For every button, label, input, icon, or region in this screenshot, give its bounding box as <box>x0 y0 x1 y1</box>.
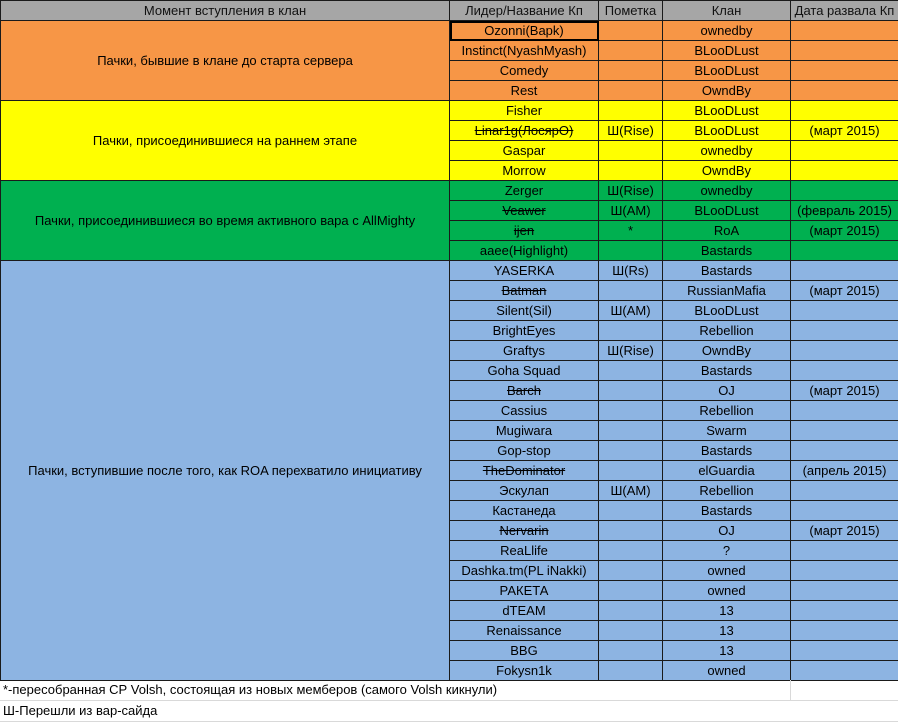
date-cell[interactable]: (март 2015) <box>791 521 898 541</box>
date-cell[interactable] <box>791 361 898 381</box>
date-cell[interactable]: (март 2015) <box>791 221 898 241</box>
mark-cell[interactable]: Ш(AM) <box>599 201 663 221</box>
clan-cell[interactable]: OJ <box>663 521 791 541</box>
clan-cell[interactable]: OwndBy <box>663 341 791 361</box>
clan-cell[interactable]: 13 <box>663 601 791 621</box>
mark-cell[interactable] <box>599 361 663 381</box>
leader-cell[interactable]: Renaissance <box>450 621 599 641</box>
mark-cell[interactable] <box>599 241 663 261</box>
leader-cell[interactable]: Graftys <box>450 341 599 361</box>
mark-cell[interactable] <box>599 601 663 621</box>
date-cell[interactable]: (март 2015) <box>791 381 898 401</box>
date-cell[interactable] <box>791 601 898 621</box>
mark-cell[interactable] <box>599 661 663 681</box>
date-cell[interactable] <box>791 401 898 421</box>
leader-cell[interactable]: Linar1g(ЛосярО) <box>450 121 599 141</box>
mark-cell[interactable]: * <box>599 221 663 241</box>
clan-cell[interactable]: BLooDLust <box>663 121 791 141</box>
table-row <box>1 101 898 121</box>
clan-cell[interactable]: Bastards <box>663 501 791 521</box>
leader-cell[interactable]: Goha Squad <box>450 361 599 381</box>
mark-cell[interactable] <box>599 441 663 461</box>
header-row <box>1 1 898 21</box>
date-cell[interactable] <box>791 41 898 61</box>
mark-cell[interactable] <box>599 321 663 341</box>
leader-cell[interactable]: Ozonni(Вapk) <box>450 21 599 41</box>
group-label-cell[interactable]: Пачки, бывшие в клане до старта сервера <box>1 21 450 101</box>
date-cell[interactable]: (март 2015) <box>791 121 898 141</box>
date-cell[interactable] <box>791 181 898 201</box>
clan-cell[interactable]: Swarm <box>663 421 791 441</box>
group-label-cell[interactable]: Пачки, присоединившиеся на раннем этапе <box>1 101 450 181</box>
clan-cell[interactable]: ownedby <box>663 141 791 161</box>
mark-cell[interactable] <box>599 41 663 61</box>
mark-cell[interactable] <box>599 101 663 121</box>
leader-cell[interactable]: Comedy <box>450 61 599 81</box>
date-cell[interactable] <box>791 561 898 581</box>
leader-cell[interactable]: Nervarin <box>450 521 599 541</box>
date-cell[interactable] <box>791 641 898 661</box>
leader-cell[interactable]: Barch <box>450 381 599 401</box>
footnote-asterisk[interactable] <box>0 680 898 701</box>
mark-cell[interactable]: Ш(Rise) <box>599 181 663 201</box>
clan-cell[interactable]: 13 <box>663 621 791 641</box>
mark-cell[interactable] <box>599 421 663 441</box>
date-cell[interactable] <box>791 621 898 641</box>
leader-cell[interactable]: Silent(Sil) <box>450 301 599 321</box>
date-cell[interactable] <box>791 61 898 81</box>
date-cell[interactable] <box>791 341 898 361</box>
date-cell[interactable] <box>791 141 898 161</box>
clan-cell[interactable]: Rebellion <box>663 481 791 501</box>
clan-cell[interactable]: BLooDLust <box>663 41 791 61</box>
mark-cell[interactable]: Ш(Rise) <box>599 121 663 141</box>
clan-cell[interactable]: Bastards <box>663 361 791 381</box>
leader-cell[interactable]: BrightEyes <box>450 321 599 341</box>
mark-cell[interactable] <box>599 581 663 601</box>
clan-cell[interactable]: RoA <box>663 221 791 241</box>
clan-cell[interactable]: BLooDLust <box>663 201 791 221</box>
mark-cell[interactable]: Ш(Rs) <box>599 261 663 281</box>
leader-cell[interactable]: Morrow <box>450 161 599 181</box>
date-cell[interactable] <box>791 421 898 441</box>
date-cell[interactable] <box>791 21 898 41</box>
leader-cell[interactable]: BBG <box>450 641 599 661</box>
leader-cell[interactable]: ReaLlife <box>450 541 599 561</box>
table-row <box>1 21 898 41</box>
leader-cell[interactable]: Кастанеда <box>450 501 599 521</box>
mark-cell[interactable] <box>599 21 663 41</box>
table-body <box>1 21 898 681</box>
mark-cell[interactable] <box>599 641 663 661</box>
leader-cell[interactable]: Instinct(NyashMyash) <box>450 41 599 61</box>
header-cell-leader[interactable]: Лидер/Название Кп <box>450 1 599 21</box>
leader-cell[interactable]: Batman <box>450 281 599 301</box>
leader-cell[interactable]: РАКЕТА <box>450 581 599 601</box>
date-cell[interactable]: (апрель 2015) <box>791 461 898 481</box>
date-cell[interactable] <box>791 161 898 181</box>
date-cell[interactable]: (февраль 2015) <box>791 201 898 221</box>
leader-cell[interactable]: YASERKA <box>450 261 599 281</box>
clan-cell[interactable]: OJ <box>663 381 791 401</box>
clan-cell[interactable]: RussianMafia <box>663 281 791 301</box>
leader-cell[interactable]: Fokysn1k <box>450 661 599 681</box>
date-cell[interactable] <box>791 81 898 101</box>
footnotes <box>0 680 898 722</box>
leader-cell[interactable]: Fisher <box>450 101 599 121</box>
clan-cell[interactable]: Rebellion <box>663 321 791 341</box>
leader-cell[interactable]: dTEAM <box>450 601 599 621</box>
date-cell[interactable] <box>791 661 898 681</box>
date-cell[interactable] <box>791 261 898 281</box>
group-label-cell[interactable]: Пачки, вступившие после того, как ROA перехватило инициативу <box>1 261 450 681</box>
clan-cell[interactable]: Bastards <box>663 241 791 261</box>
date-cell[interactable] <box>791 321 898 341</box>
clan-cell[interactable]: Bastards <box>663 261 791 281</box>
mark-cell[interactable] <box>599 81 663 101</box>
clan-cell[interactable]: Bastards <box>663 441 791 461</box>
clan-cell[interactable]: OwndBy <box>663 161 791 181</box>
leader-cell[interactable]: Cassius <box>450 401 599 421</box>
mark-cell[interactable] <box>599 501 663 521</box>
leader-cell[interactable]: ijen <box>450 221 599 241</box>
clan-cell[interactable]: ownedby <box>663 21 791 41</box>
clan-cell[interactable]: owned <box>663 661 791 681</box>
mark-cell[interactable] <box>599 541 663 561</box>
date-cell[interactable] <box>791 441 898 461</box>
clan-cell[interactable]: ownedby <box>663 181 791 201</box>
leader-cell[interactable]: Mugiwara <box>450 421 599 441</box>
leader-cell[interactable]: Zerger <box>450 181 599 201</box>
mark-cell[interactable]: Ш(AM) <box>599 481 663 501</box>
mark-cell[interactable]: Ш(Rise) <box>599 341 663 361</box>
header-cell-clan[interactable]: Клан <box>663 1 791 21</box>
clan-cell[interactable]: Rebellion <box>663 401 791 421</box>
mark-cell[interactable] <box>599 381 663 401</box>
clan-cell[interactable]: owned <box>663 561 791 581</box>
table-row <box>1 181 898 201</box>
leader-cell[interactable]: Veawer <box>450 201 599 221</box>
mark-cell[interactable] <box>599 401 663 421</box>
leader-cell[interactable]: Dashka.tm(PL iNakki) <box>450 561 599 581</box>
leader-cell[interactable]: Gop-stop <box>450 441 599 461</box>
header-cell-date[interactable]: Дата развала Кп <box>791 1 898 21</box>
date-cell[interactable] <box>791 101 898 121</box>
mark-cell[interactable] <box>599 161 663 181</box>
date-cell[interactable] <box>791 541 898 561</box>
mark-cell[interactable] <box>599 281 663 301</box>
date-cell[interactable] <box>791 581 898 601</box>
mark-cell[interactable]: Ш(AM) <box>599 301 663 321</box>
mark-cell[interactable] <box>599 521 663 541</box>
clan-cell[interactable]: ? <box>663 541 791 561</box>
date-cell[interactable] <box>791 241 898 261</box>
clan-cell[interactable]: BLooDLust <box>663 101 791 121</box>
clan-cell[interactable]: OwndBy <box>663 81 791 101</box>
mark-cell[interactable] <box>599 141 663 161</box>
footnote-asterisk-text: *-пересобранная СР Volsh, состоящая из новых мемберов (самого Volsh кикнули) <box>3 682 497 697</box>
date-cell[interactable] <box>791 501 898 521</box>
mark-cell[interactable] <box>599 61 663 81</box>
group-label-cell[interactable]: Пачки, присоединившиеся во время активного вара с AllMighty <box>1 181 450 261</box>
clan-cell[interactable]: 13 <box>663 641 791 661</box>
header-cell-mark[interactable]: Пометка <box>599 1 663 21</box>
footnote-sh-text: Ш-Перешли из вар-сайда <box>3 703 157 718</box>
leader-cell[interactable]: Эскулап <box>450 481 599 501</box>
header-cell-moment[interactable]: Момент вступления в клан <box>1 1 450 21</box>
table-row <box>1 261 898 281</box>
leader-cell[interactable]: aaee(Highlight) <box>450 241 599 261</box>
clan-cell[interactable]: BLooDLust <box>663 301 791 321</box>
date-cell[interactable] <box>791 301 898 321</box>
mark-cell[interactable] <box>599 461 663 481</box>
clan-cell[interactable]: owned <box>663 581 791 601</box>
mark-cell[interactable] <box>599 561 663 581</box>
leader-cell[interactable]: Gaspar <box>450 141 599 161</box>
leader-cell[interactable]: Rest <box>450 81 599 101</box>
date-cell[interactable]: (март 2015) <box>791 281 898 301</box>
mark-cell[interactable] <box>599 621 663 641</box>
clan-cell[interactable]: elGuardia <box>663 461 791 481</box>
clan-cell[interactable]: BLooDLust <box>663 61 791 81</box>
leader-cell[interactable]: TheDominator <box>450 461 599 481</box>
date-cell[interactable] <box>791 481 898 501</box>
